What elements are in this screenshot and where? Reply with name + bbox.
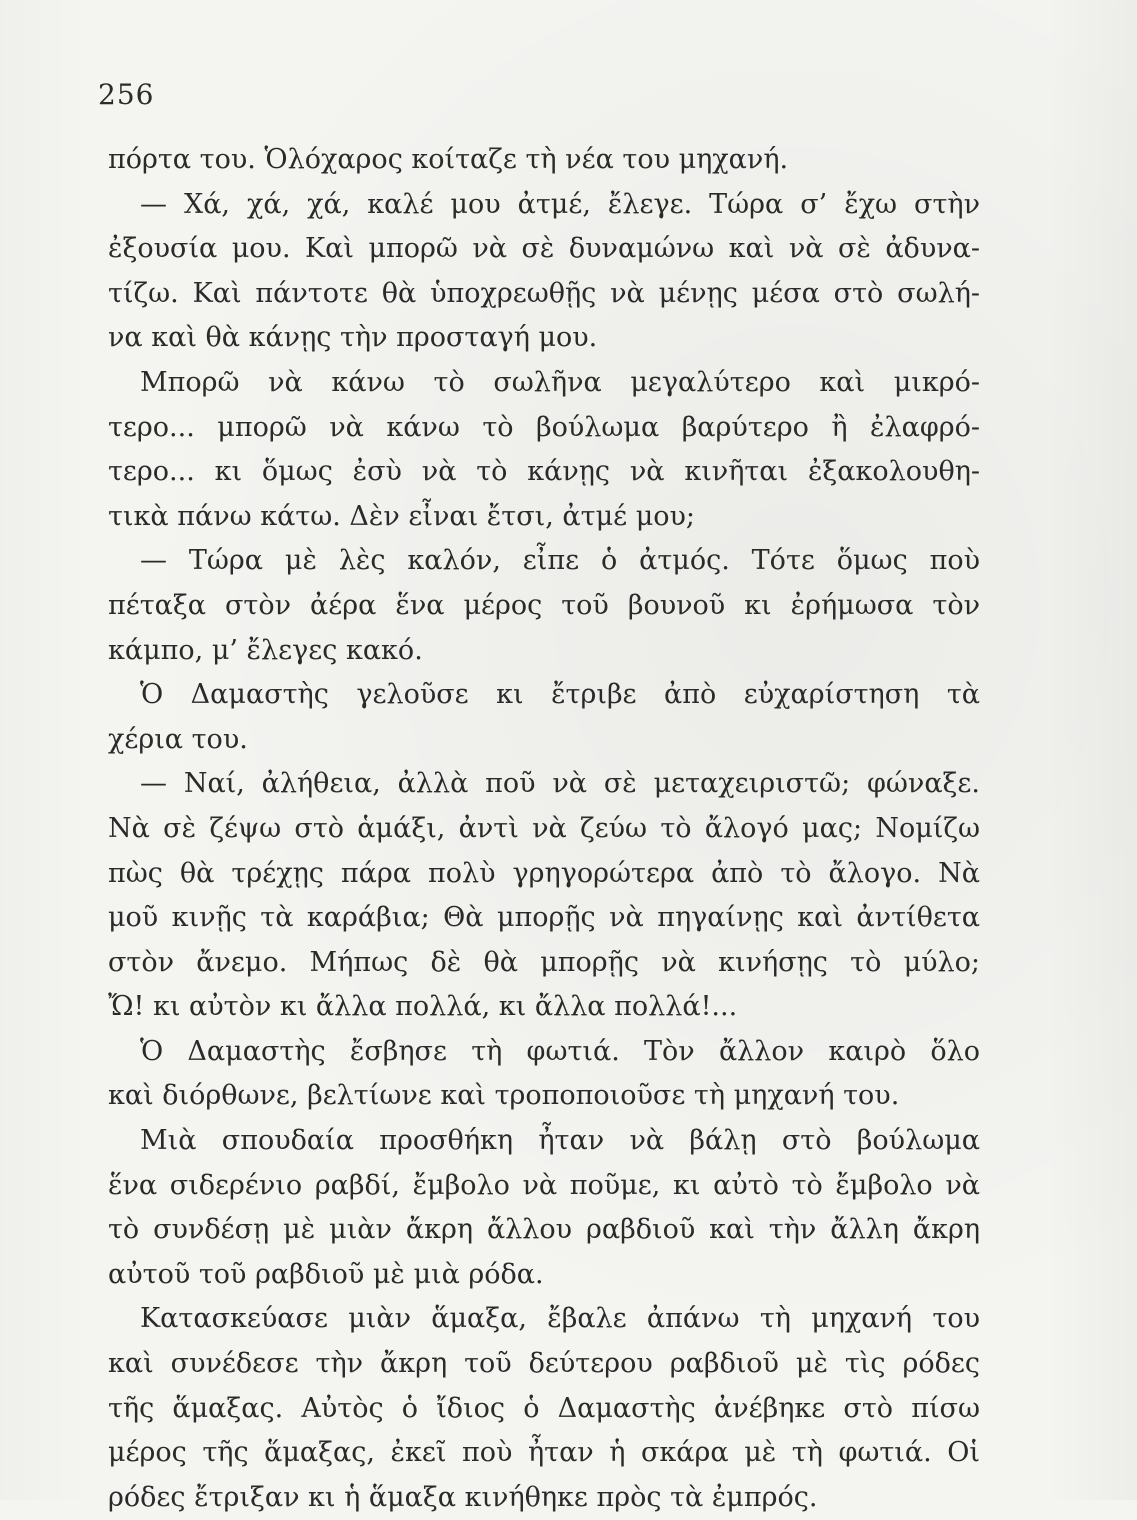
- text-line: — Ναί, ἀλήθεια, ἀλλὰ ποῦ νὰ σὲ μεταχειριστῶ; φώναξε.: [140, 768, 980, 800]
- text-line: Μπορῶ νὰ κάνω τὸ σωλῆνα μεγαλύτερο καὶ μικρό-: [140, 366, 980, 398]
- text-line: τικὰ πάνω κάτω. Δὲν εἶναι ἔτσι, ἀτμέ μου;: [108, 500, 696, 532]
- text-line: τὸ συνδέσῃ μὲ μιὰν ἄκρη ἄλλου ραβδιοῦ καὶ τὴν ἄλλη ἄκρη: [108, 1214, 980, 1246]
- text-line: καὶ διόρθωνε, βελτίωνε καὶ τροποποιοῦσε τὴ μηχανή του.: [108, 1080, 900, 1112]
- text-line: Κατασκεύασε μιὰν ἅμαξα, ἔβαλε ἀπάνω τὴ μηχανή του: [140, 1303, 980, 1335]
- text-line: ἕνα σιδερένιο ραβδί, ἔμβολο νὰ ποῦμε, κι αὐτὸ τὸ ἔμβολο νὰ: [108, 1169, 980, 1201]
- text-line: στὸν ἄνεμο. Μήπως δὲ θὰ μπορῇς νὰ κινήσῃς τὸ μύλο;: [108, 946, 980, 978]
- text-line: Μιὰ σπουδαία προσθήκη ἦταν νὰ βάλῃ στὸ βούλωμα: [140, 1125, 980, 1157]
- text-line: να καὶ θὰ κάνῃς τὴν προσταγή μου.: [108, 322, 598, 354]
- text-line: Νὰ σὲ ζέψω στὸ ἁμάξι, ἀντὶ νὰ ζεύω τὸ ἄλογό μας; Νομίζω: [108, 812, 980, 844]
- text-line: τῆς ἅμαξας. Αὐτὸς ὁ ἴδιος ὁ Δαμαστὴς ἀνέβηκε στὸ πίσω: [108, 1392, 980, 1424]
- text-line: Ὤ! κι αὐτὸν κι ἄλλα πολλά, κι ἄλλα πολλά!...: [108, 991, 738, 1023]
- text-line: πέταξα στὸν ἀέρα ἕνα μέρος τοῦ βουνοῦ κι ἐρήμωσα τὸν: [108, 589, 980, 621]
- text-line: τερο... κι ὅμως ἐσὺ νὰ τὸ κάνῃς νὰ κινῆται ἐξακολουθη-: [108, 456, 980, 488]
- text-line: ρόδες ἔτριξαν κι ἡ ἅμαξα κινήθηκε πρὸς τὰ ἐμπρός.: [108, 1481, 818, 1513]
- text-line: Ὁ Δαμαστὴς ἔσβησε τὴ φωτιά. Τὸν ἄλλον καιρὸ ὅλο: [140, 1035, 980, 1067]
- text-line: ἐξουσία μου. Καὶ μπορῶ νὰ σὲ δυναμώνω καὶ νὰ σὲ ἀδυνα-: [108, 233, 980, 265]
- text-line: — Τώρα μὲ λὲς καλόν, εἶπε ὁ ἀτμός. Τότε ὅμως ποὺ: [140, 545, 980, 577]
- text-line: χέρια του.: [108, 723, 248, 755]
- text-line: — Χά, χά, χά, καλέ μου ἀτμέ, ἔλεγε. Τώρα σ’ ἔχω στὴν: [140, 188, 980, 220]
- text-line: πόρτα του. Ὁλόχαρος κοίταζε τὴ νέα του μηχανή.: [108, 144, 789, 175]
- text-line: Ὁ Δαμαστὴς γελοῦσε κι ἔτριβε ἀπὸ εὐχαρίστηση τὰ: [140, 679, 980, 711]
- text-line: τερο... μπορῶ νὰ κάνω τὸ βούλωμα βαρύτερο ἢ ἐλαφρό-: [108, 411, 980, 443]
- text-line: καὶ συνέδεσε τὴν ἄκρη τοῦ δεύτερου ραβδιοῦ μὲ τὶς ρόδες: [108, 1348, 980, 1380]
- text-line: αὐτοῦ τοῦ ραβδιοῦ μὲ μιὰ ρόδα.: [108, 1258, 544, 1290]
- text-line: κάμπο, μ’ ἔλεγες κακό.: [108, 634, 423, 666]
- body-text: [108, 138, 980, 1520]
- text-line: μοῦ κινῇς τὰ καράβια; Θὰ μπορῇς νὰ πηγαίνῃς καὶ ἀντίθετα: [108, 902, 980, 934]
- text-line: μέρος τῆς ἅμαξας, ἐκεῖ ποὺ ἦταν ἡ σκάρα μὲ τὴ φωτιά. Οἱ: [108, 1437, 980, 1469]
- page-number: 256: [98, 78, 155, 111]
- text-line: τίζω. Καὶ πάντοτε θὰ ὑποχρεωθῇς νὰ μένῃς μέσα στὸ σωλή-: [108, 277, 980, 309]
- text-line: πὼς θὰ τρέχῃς πάρα πολὺ γρηγορώτερα ἀπὸ τὸ ἄλογο. Νὰ: [108, 857, 980, 889]
